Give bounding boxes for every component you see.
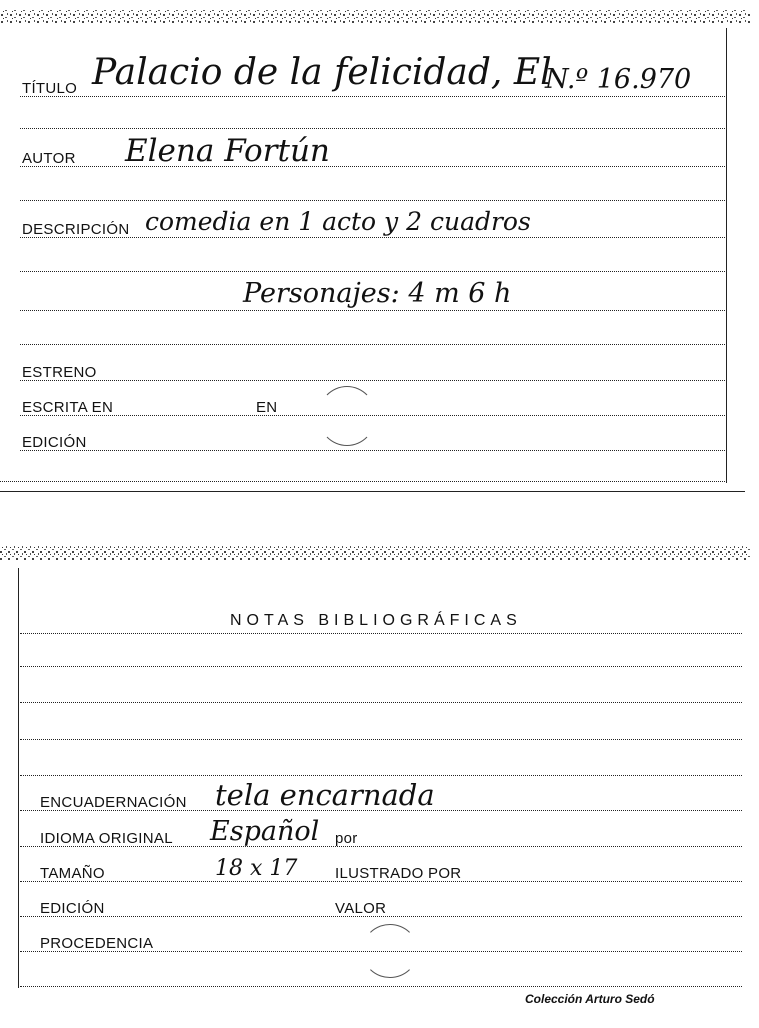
- escrita-en-label: ESCRITA EN: [22, 399, 114, 416]
- estreno-label: ESTRENO: [22, 364, 97, 381]
- faded-stamp: [362, 924, 418, 978]
- encuadernacion-rule: [20, 810, 742, 811]
- card-right-border: [726, 28, 727, 483]
- tamano-value: 18 x 17: [215, 856, 298, 881]
- rule-line: [20, 739, 742, 740]
- descripcion-rule: [20, 237, 725, 238]
- idioma-label: IDIOMA ORIGINAL: [40, 830, 173, 847]
- por-label: por: [335, 830, 358, 847]
- rule-line: [0, 481, 725, 482]
- edicion-label: EDICIÓN: [22, 434, 87, 451]
- card-left-border: [18, 568, 19, 988]
- catalog-card-bottom: [0, 540, 759, 1028]
- rule-line: [20, 344, 725, 345]
- collection-credit: Colección Arturo Sedó: [525, 992, 655, 1006]
- autor-rule: [20, 166, 725, 167]
- rule-line: [20, 633, 742, 634]
- titulo-rule: [20, 96, 725, 97]
- rule-line: [20, 986, 742, 987]
- personajes-value: Personajes: 4 m 6 h: [243, 278, 512, 309]
- procedencia-label: PROCEDENCIA: [40, 935, 154, 952]
- titulo-label: TÍTULO: [22, 80, 78, 97]
- estreno-rule: [20, 380, 725, 381]
- ilustrado-label: ILUSTRADO POR: [335, 865, 462, 882]
- card-bottom-border: [0, 491, 745, 492]
- rule-line: [20, 775, 742, 776]
- edicion-rule: [20, 450, 725, 451]
- catalog-card-top: [0, 0, 759, 500]
- titulo-value: Palacio de la felicidad, El: [92, 52, 552, 93]
- faded-stamp: [318, 386, 376, 446]
- encuadernacion-value: tela encarnada: [215, 778, 435, 812]
- autor-label: AUTOR: [22, 150, 76, 167]
- notas-heading: NOTAS BIBLIOGRÁFICAS: [230, 612, 522, 629]
- rule-line: [20, 702, 742, 703]
- idioma-rule: [20, 846, 742, 847]
- autor-value: Elena Fortún: [125, 133, 330, 169]
- edicion-label: EDICIÓN: [40, 900, 105, 917]
- rule-line: [20, 271, 725, 272]
- en-label: EN: [256, 399, 278, 416]
- idioma-value: Español: [210, 816, 320, 847]
- tamano-label: TAMAÑO: [40, 865, 105, 882]
- torn-edge-texture: [0, 6, 750, 28]
- valor-label: VALOR: [335, 900, 387, 917]
- descripcion-value: comedia en 1 acto y 2 cuadros: [145, 207, 531, 236]
- edicion-rule: [20, 916, 742, 917]
- descripcion-label: DESCRIPCIÓN: [22, 221, 130, 238]
- rule-line: [20, 666, 742, 667]
- tamano-rule: [20, 881, 742, 882]
- rule-line: [20, 200, 725, 201]
- rule-line: [20, 128, 725, 129]
- encuadernacion-label: ENCUADERNACIÓN: [40, 794, 187, 811]
- catalog-number: N.º 16.970: [545, 64, 692, 95]
- personajes-rule: [20, 310, 725, 311]
- torn-edge-texture: [0, 542, 750, 564]
